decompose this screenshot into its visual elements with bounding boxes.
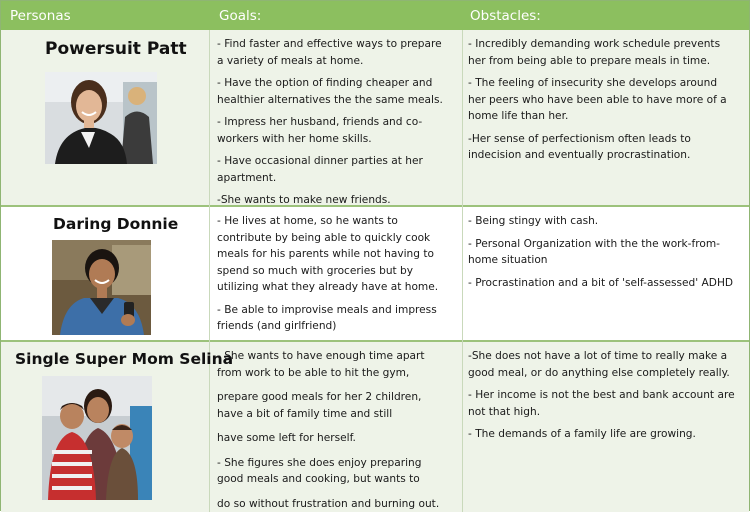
text-line: - Being stingy with cash. [468,215,598,227]
text-line: good meals and cooking, but wants to [217,473,420,485]
text-line: do so without frustration and burning out. [217,498,439,510]
bullet-item [468,131,746,164]
bullet-item [468,275,746,292]
text-line: - Procrastination and a bit of 'self-assessed' ADHD [468,277,733,289]
text-line: - The feeling of insecurity she develops around [468,77,717,89]
text-line: have a bit of family time and still [217,408,392,420]
goals-cell [217,36,459,209]
text-line: home situation [468,254,548,266]
text-line: - Have occasional dinner parties at her [217,155,423,167]
text-line: - He lives at home, so he wants to [217,215,398,227]
bullet-item [217,192,459,209]
bullet-item [468,36,746,69]
obstacles-cell [468,36,746,164]
header-obstacles: Obstacles: [470,8,541,24]
bullet-item [217,455,459,488]
text-line: -She does not have a lot of time to really make a [468,350,727,362]
bullet-item [217,153,459,186]
column-divider [462,30,463,512]
text-line: - Find faster and effective ways to prepare [217,38,442,50]
persona-photo-selina [42,376,152,500]
goals-cell [217,213,459,335]
persona-photo-donnie [52,240,151,335]
header-personas: Personas [10,8,71,24]
bullet-item [217,213,459,296]
bullet-item [468,348,746,381]
bullet-item [217,496,459,512]
text-line: - The demands of a family life are growing. [468,428,696,440]
obstacles-cell [468,213,746,291]
text-line: utilizing what they already have at home. [217,281,438,293]
bullet-item [468,236,746,269]
text-line: prepare good meals for her 2 children, [217,391,421,403]
text-line: - Impress her husband, friends and co- [217,116,422,128]
text-line: her peers who have been able to have more of a [468,94,727,106]
text-line: - Her income is not the best and bank account are [468,389,735,401]
bullet-item [468,426,746,443]
text-line: not that high. [468,406,540,418]
bullet-item [217,348,459,381]
text-line: - Have the option of finding cheaper and [217,77,432,89]
bullet-item [217,75,459,108]
text-line: her from being able to prepare meals in time. [468,55,710,67]
persona-photo-patt [45,72,157,164]
text-line: from work to be able to hit the gym, [217,367,409,379]
text-line: -Her sense of perfectionism often leads to [468,133,691,145]
bullet-item [217,430,459,447]
bullet-item [468,75,746,125]
text-line: have some left for herself. [217,432,356,444]
header-goals: Goals: [219,8,261,24]
text-line: contribute by being able to quickly cook [217,232,430,244]
text-line: meals for his parents while not having to [217,248,434,260]
bullet-item [217,114,459,147]
text-line: - She wants to have enough time apart [217,350,425,362]
persona-name: Powersuit Patt [45,39,187,59]
text-line: healthier alternatives the the same meals. [217,94,443,106]
text-line: - Incredibly demanding work schedule prevents [468,38,720,50]
text-line: -She wants to make new friends. [217,194,391,206]
persona-name: Daring Donnie [53,215,178,233]
text-line: a variety of meals at home. [217,55,363,67]
obstacles-cell [468,348,746,443]
bullet-item [217,389,459,422]
text-line: indecision and eventually procrastination. [468,149,690,161]
text-line: workers with her home skills. [217,133,372,145]
text-line: home life than her. [468,110,568,122]
column-divider [209,30,210,512]
text-line: - Be able to improvise meals and impress [217,304,437,316]
text-line: - She figures she does enjoy preparing [217,457,422,469]
bullet-item [217,36,459,69]
text-line: good meal, or do anything else completely really. [468,367,730,379]
bullet-item [468,213,746,230]
text-line: apartment. [217,172,276,184]
text-line: - Personal Organization with the the work-from- [468,238,720,250]
persona-name: Single Super Mom Selina [15,350,233,368]
text-line: spend so much with groceries but by [217,265,413,277]
text-line: friends (and girlfriend) [217,320,336,332]
goals-cell [217,348,459,512]
table-header [1,1,749,30]
bullet-item [468,387,746,420]
bullet-item [217,302,459,335]
